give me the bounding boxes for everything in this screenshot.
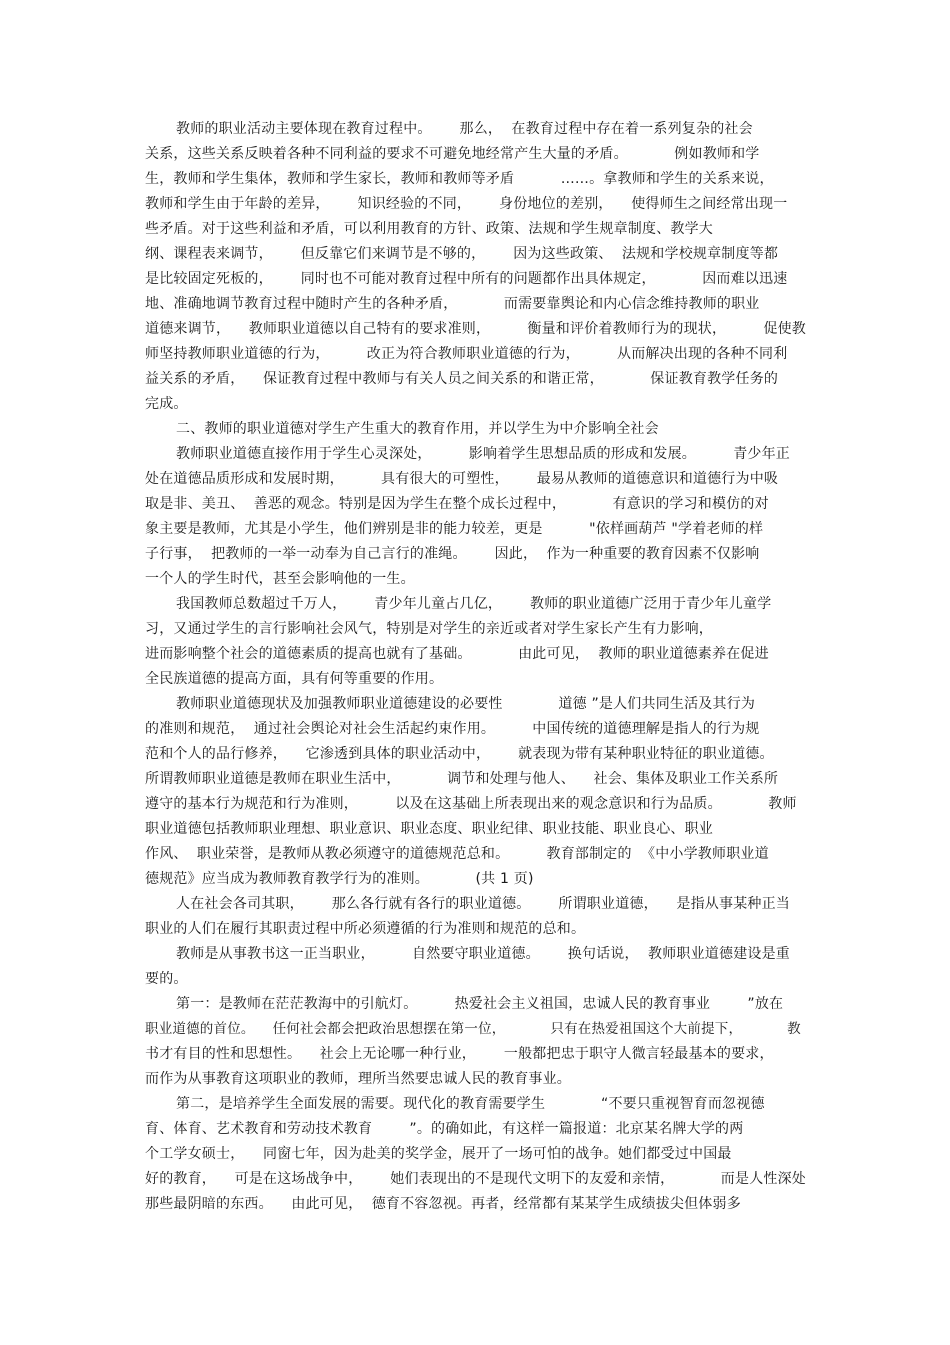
text-line: 的准则和规范， 通过社会舆论对社会生活起约束作用。 中国传统的道德理解是指人的行为规 [145, 721, 760, 737]
text-line: 德规范》应当成为教师教育教学行为的准则。 (共 1 页) [145, 871, 534, 887]
text-line: 关系，这些关系反映着各种不同利益的要求不可避免地经常产生大量的矛盾。 例如教师和学 [145, 146, 760, 162]
text-line: 习，又通过学生的言行影响社会风气，特别是对学生的亲近或者对学生家长产生有力影响， [145, 621, 713, 637]
text-line: 书才有目的性和思想性。 社会上无论哪一种行业， 一般都把忠于职守人微言轻最基本的要求， [145, 1046, 774, 1062]
text-line: 子行事， 把教师的一举一动奉为自己言行的准绳。 因此， 作为一种重要的教育因素不仅影响 [145, 546, 760, 562]
text-line: 些矛盾。对于这些利益和矛盾，可以利用教育的方针、政策、法规和学生规章制度、教学大 [145, 221, 713, 237]
text-line: 地、准确地调节教育过程中随时产生的各种矛盾， 而需要靠舆论和内心信念维持教师的职业 [145, 296, 760, 312]
text-line: 我国教师总数超过千万人， 青少年儿童占几亿， 教师的职业道德广泛用于青少年儿童学 [176, 596, 772, 612]
text-line: 育、体育、艺术教育和劳动技术教育 ”。的确如此，有这样一篇报道：北京某名牌大学的两 [145, 1121, 744, 1137]
text-line: 范和个人的品行修养， 它渗透到具体的职业活动中， 就表现为带有某种职业特征的职业道德。 [145, 746, 774, 762]
text-line: 人在社会各司其职， 那么各行就有各行的职业道德。 所谓职业道德， 是指从事某种正当 [176, 896, 791, 912]
text-line: 那些最阴暗的东西。 由此可见， 德育不容忽视。再者，经常都有某某学生成绩拔尖但体弱多 [145, 1196, 741, 1212]
section-heading: 二、教师的职业道德对学生产生重大的教育作用，并以学生为中介影响全社会 [176, 421, 659, 437]
text-line: 象主要是教师，尤其是小学生，他们辨别是非的能力较差，更是 "依样画葫芦 "学着老师的样 [145, 521, 764, 537]
text-line: 进而影响整个社会的道德素质的提高也就有了基础。 由此可见， 教师的职业道德素养在促进 [145, 646, 769, 662]
text-line: 师坚持教师职业道德的行为， 改正为符合教师职业道德的行为， 从而解决出现的各种不同利 [145, 346, 788, 362]
text-line: 个工学女硕士， 同窗七年，因为赴美的奖学金，展开了一场可怕的战争。她们都受过中国最 [145, 1146, 732, 1162]
text-line: 道德来调节， 教师职业道德以自己特有的要求准则， 衡量和评价着教师行为的现状， 促使教 [145, 321, 807, 337]
text-line: 职业的人们在履行其职责过程中所必须遵循的行为准则和规范的总和。 [145, 921, 586, 937]
text-line: 取是非、美丑、 善恶的观念。特别是因为学生在整个成长过程中， 有意识的学习和模仿的对 [145, 496, 769, 512]
text-line: 纲、课程表来调节， 但反靠它们来调节是不够的， 因为这些政策、 法规和学校规章制度等都 [145, 246, 779, 262]
text-line: 全民族道德的提高方面，具有何等重要的作用。 [145, 671, 444, 687]
text-line: 作风、 职业荣誉，是教师从教必须遵守的道德规范总和。 教育部制定的 《中小学教师职业道 [145, 846, 769, 862]
text-line: 而作为从事教育这项职业的教师，理所当然要忠诚人民的教育事业。 [145, 1071, 571, 1087]
text-line: 好的教育， 可是在这场战争中， 她们表现出的不是现代文明下的友爱和亲情， 而是人性深处 [145, 1171, 807, 1187]
text-line: 教师职业道德现状及加强教师职业道德建设的必要性 道德 ”是人们共同生活及其行为 [176, 696, 756, 712]
text-line: 教师的职业活动主要体现在教育过程中。 那么， 在教育过程中存在着一系列复杂的社会 [176, 121, 753, 137]
text-line: 一个人的学生时代，甚至会影响他的一生。 [145, 571, 415, 587]
text-line: 是比较固定死板的， 同时也不可能对教育过程中所有的问题都作出具体规定， 因而难以迅速 [145, 271, 788, 287]
text-line: 教师和学生由于年龄的差异， 知识经验的不同， 身份地位的差别， 使得师生之间经常出现一 [145, 196, 788, 212]
text-line: 职业道德包括教师职业理想、职业意识、职业态度、职业纪律、职业技能、职业良心、职业 [145, 821, 713, 837]
text-line: 要的。 [145, 971, 188, 987]
text-line: 益关系的矛盾， 保证教育过程中教师与有关人员之间关系的和谐正常， 保证教育教学任务的 [145, 371, 779, 387]
text-line: 处在道德品质形成和发展时期， 具有很大的可塑性， 最易从教师的道德意识和道德行为中吸 [145, 471, 779, 487]
text-line: 教师职业道德直接作用于学生心灵深处， 影响着学生思想品质的形成和发展。 青少年正 [176, 446, 791, 462]
text-line: 第一：是教师在茫茫教海中的引航灯。 热爱社会主义祖国，忠诚人民的教育事业 ”放在 [176, 996, 784, 1012]
text-line: 第二，是培养学生全面发展的需要。现代化的教育需要学生 “不要只重视智育而忽视德 [176, 1096, 765, 1112]
text-line: 生，教师和学生集体，教师和学生家长，教师和教师等矛盾 ……。拿教师和学生的关系来说， [145, 171, 774, 187]
text-line: 教师是从事教书这一正当职业， 自然要守职业道德。 换句话说， 教师职业道德建设是重 [176, 946, 791, 962]
text-line: 完成。 [145, 396, 188, 412]
text-line: 遵守的基本行为规范和行为准则， 以及在这基础上所表现出来的观念意识和行为品质。 教师 [145, 796, 797, 812]
text-line: 职业道德的首位。 任何社会都会把政治思想摆在第一位， 只有在热爱祖国这个大前提下， 教 [145, 1021, 801, 1037]
text-line: 所谓教师职业道德是教师在职业生活中， 调节和处理与他人、 社会、集体及职业工作关系所 [145, 771, 779, 787]
